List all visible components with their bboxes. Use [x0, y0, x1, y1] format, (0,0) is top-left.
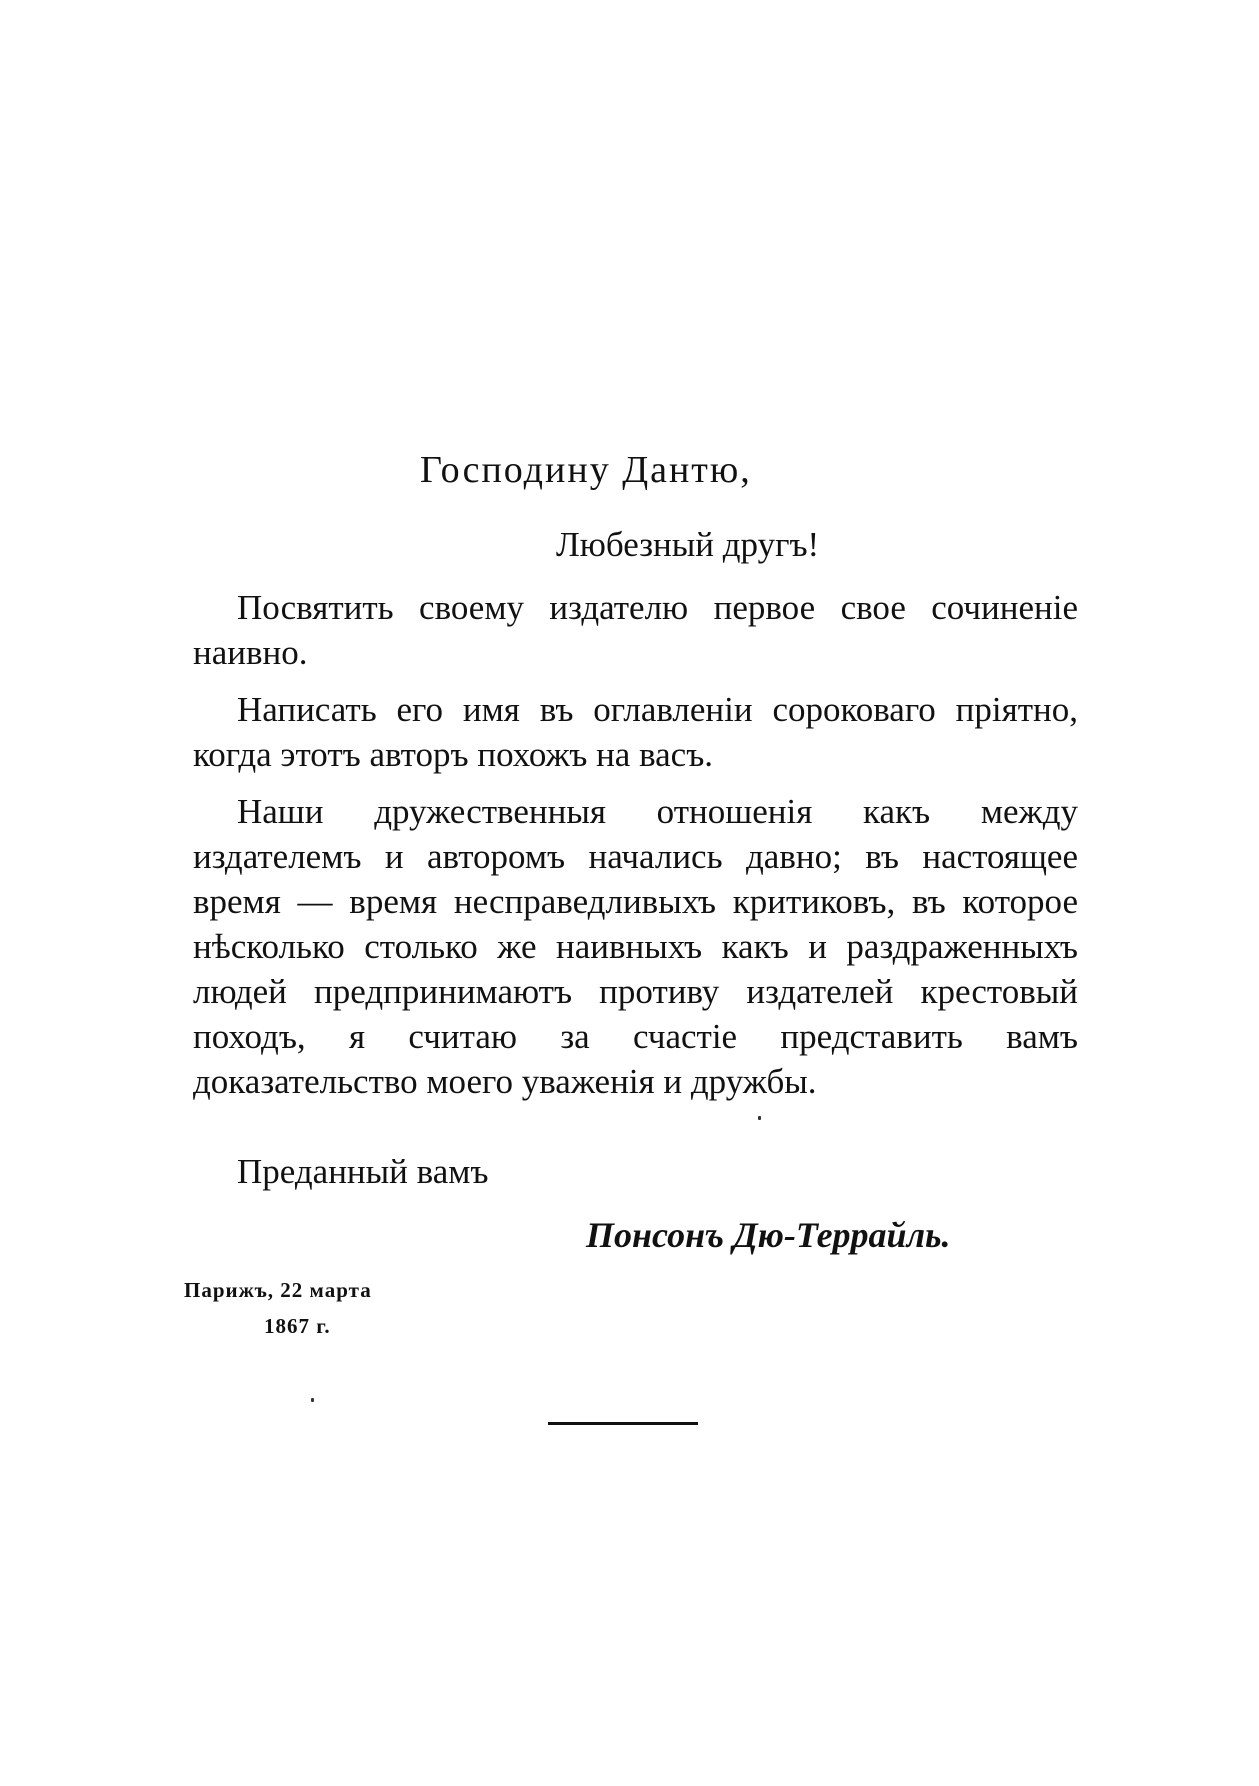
- year-line: 1867 г.: [264, 1314, 331, 1338]
- print-speck: [758, 1116, 761, 1120]
- paragraph-2: Написать его имя въ оглавленіи сороковаго пріятно, когда этотъ авторъ похожъ на васъ.: [193, 690, 1078, 774]
- paragraph-3: Наши дружественныя отношенія какъ между издателемъ и авторомъ начались давно; въ настоящее время — время несправедливыхъ критиковъ, въ которое нѣсколько столько же наивныхъ какъ и раздраженныхъ людей предпринимаютъ противу издателей крестовый походъ, я считаю за счастіе представить вамъ доказательство моего уваженія и дружбы.: [193, 792, 1078, 1101]
- place-date-line: Парижъ, 22 марта: [184, 1278, 372, 1302]
- salutation: Господину Дантю,: [420, 449, 752, 491]
- greeting: Любезный другъ!: [556, 525, 820, 564]
- dedication-body: [193, 585, 1078, 1116]
- place-date: [184, 1272, 372, 1344]
- signature: Понсонъ Дю-Террайль.: [586, 1215, 951, 1255]
- print-speck: [311, 1398, 314, 1402]
- closing-rule: [548, 1422, 698, 1425]
- closing: Преданный вамъ: [237, 1152, 489, 1191]
- paragraph-1: Посвятить своему издателю первое свое сочиненіе наивно.: [193, 588, 1078, 672]
